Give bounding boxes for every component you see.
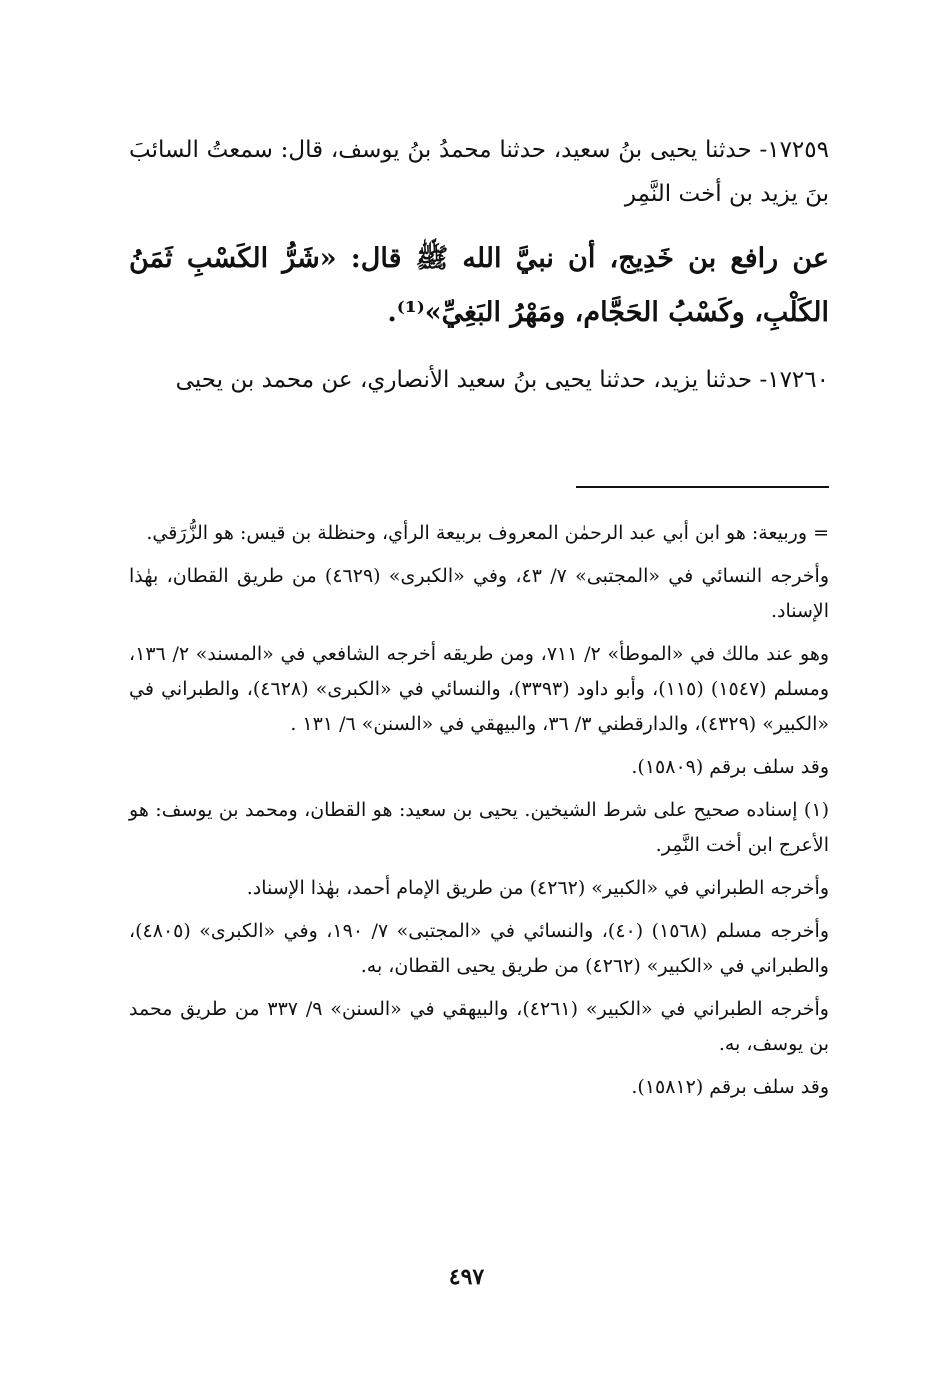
footnote-divider xyxy=(576,486,829,488)
hadith-17259-isnad: ١٧٢٥٩- حدثنا يحيى بنُ سعيد، حدثنا محمدُ بنُ يوسف، قال: سمعتُ السائبَ بنَ يزيد بن أخت النَّمِر xyxy=(129,137,829,207)
footnote-paragraph: (١) إسناده صحيح على شرط الشيخين. يحيى بن سعيد: هو القطان، ومحمد بن يوسف: هو الأعرج ابن أخت النَّمِر. xyxy=(129,799,829,856)
page-number: ٤٩٧ xyxy=(448,1264,485,1290)
hadith-17260-isnad: ١٧٢٦٠- حدثنا يزيد، حدثنا يحيى بنُ سعيد الأنصاري، عن محمد بن يحيى xyxy=(175,367,829,393)
footnote-paragraph: وأخرجه الطبراني في «الكبير» (٤٢٦١)، والبيهقي في «السنن» ٩/ ٣٣٧ من طريق محمد بن يوسف، به. xyxy=(129,998,829,1055)
footnotes xyxy=(129,516,829,1113)
footnote-paragraph: وأخرجه النسائي في «المجتبى» ٧/ ٤٣، وفي «الكبرى» (٤٦٢٩) من طريق القطان، بهٰذا الإسناد. xyxy=(129,565,830,622)
footnote-paragraph: وهو عند مالك في «الموطأ» ٢/ ٧١١، ومن طريقه أخرجه الشافعي في «المسند» ٢/ ١٣٦، ومسلم (١٥٤٧) (١١٥)، وأبو داود (٣٣٩٣)، والنسائي في «الكبرى» (٤٦٢٨)، والطبراني في «الكبير» (٤٣٢٩)، والدارقطني ٣/ ٣٦، والبيهقي في «السنن» ٦/ ١٣١ . xyxy=(129,643,830,735)
footnote-paragraph: = وربيعة: هو ابن أبي عبد الرحمٰن المعروف بربيعة الرأي، وحنظلة بن قيس: هو الزُّرَقي. xyxy=(146,522,829,544)
hadith-17259-matn: عن رافع بن خَدِيج، أن نبيَّ الله ﷺ قال: «شَرُّ الكَسْبِ ثَمَنُ الكَلْبِ، وكَسْبُ الحَجَّام، ومَهْرُ البَغِيِّ»⁽¹⁾. xyxy=(129,243,829,328)
footnote-paragraph: وقد سلف برقم (١٥٨١٢). xyxy=(631,1076,829,1098)
main-text xyxy=(129,128,829,420)
footnote-paragraph: وأخرجه الطبراني في «الكبير» (٤٢٦٢) من طريق الإمام أحمد، بهٰذا الإسناد. xyxy=(246,877,829,899)
footnote-paragraph: وقد سلف برقم (١٥٨٠٩). xyxy=(631,756,829,778)
footnote-paragraph: وأخرجه مسلم (١٥٦٨) (٤٠)، والنسائي في «المجتبى» ٧/ ١٩٠، وفي «الكبرى» (٤٨٠٥)، والطبراني في «الكبير» (٤٢٦٢) من طريق يحيى القطان، به. xyxy=(129,920,829,977)
